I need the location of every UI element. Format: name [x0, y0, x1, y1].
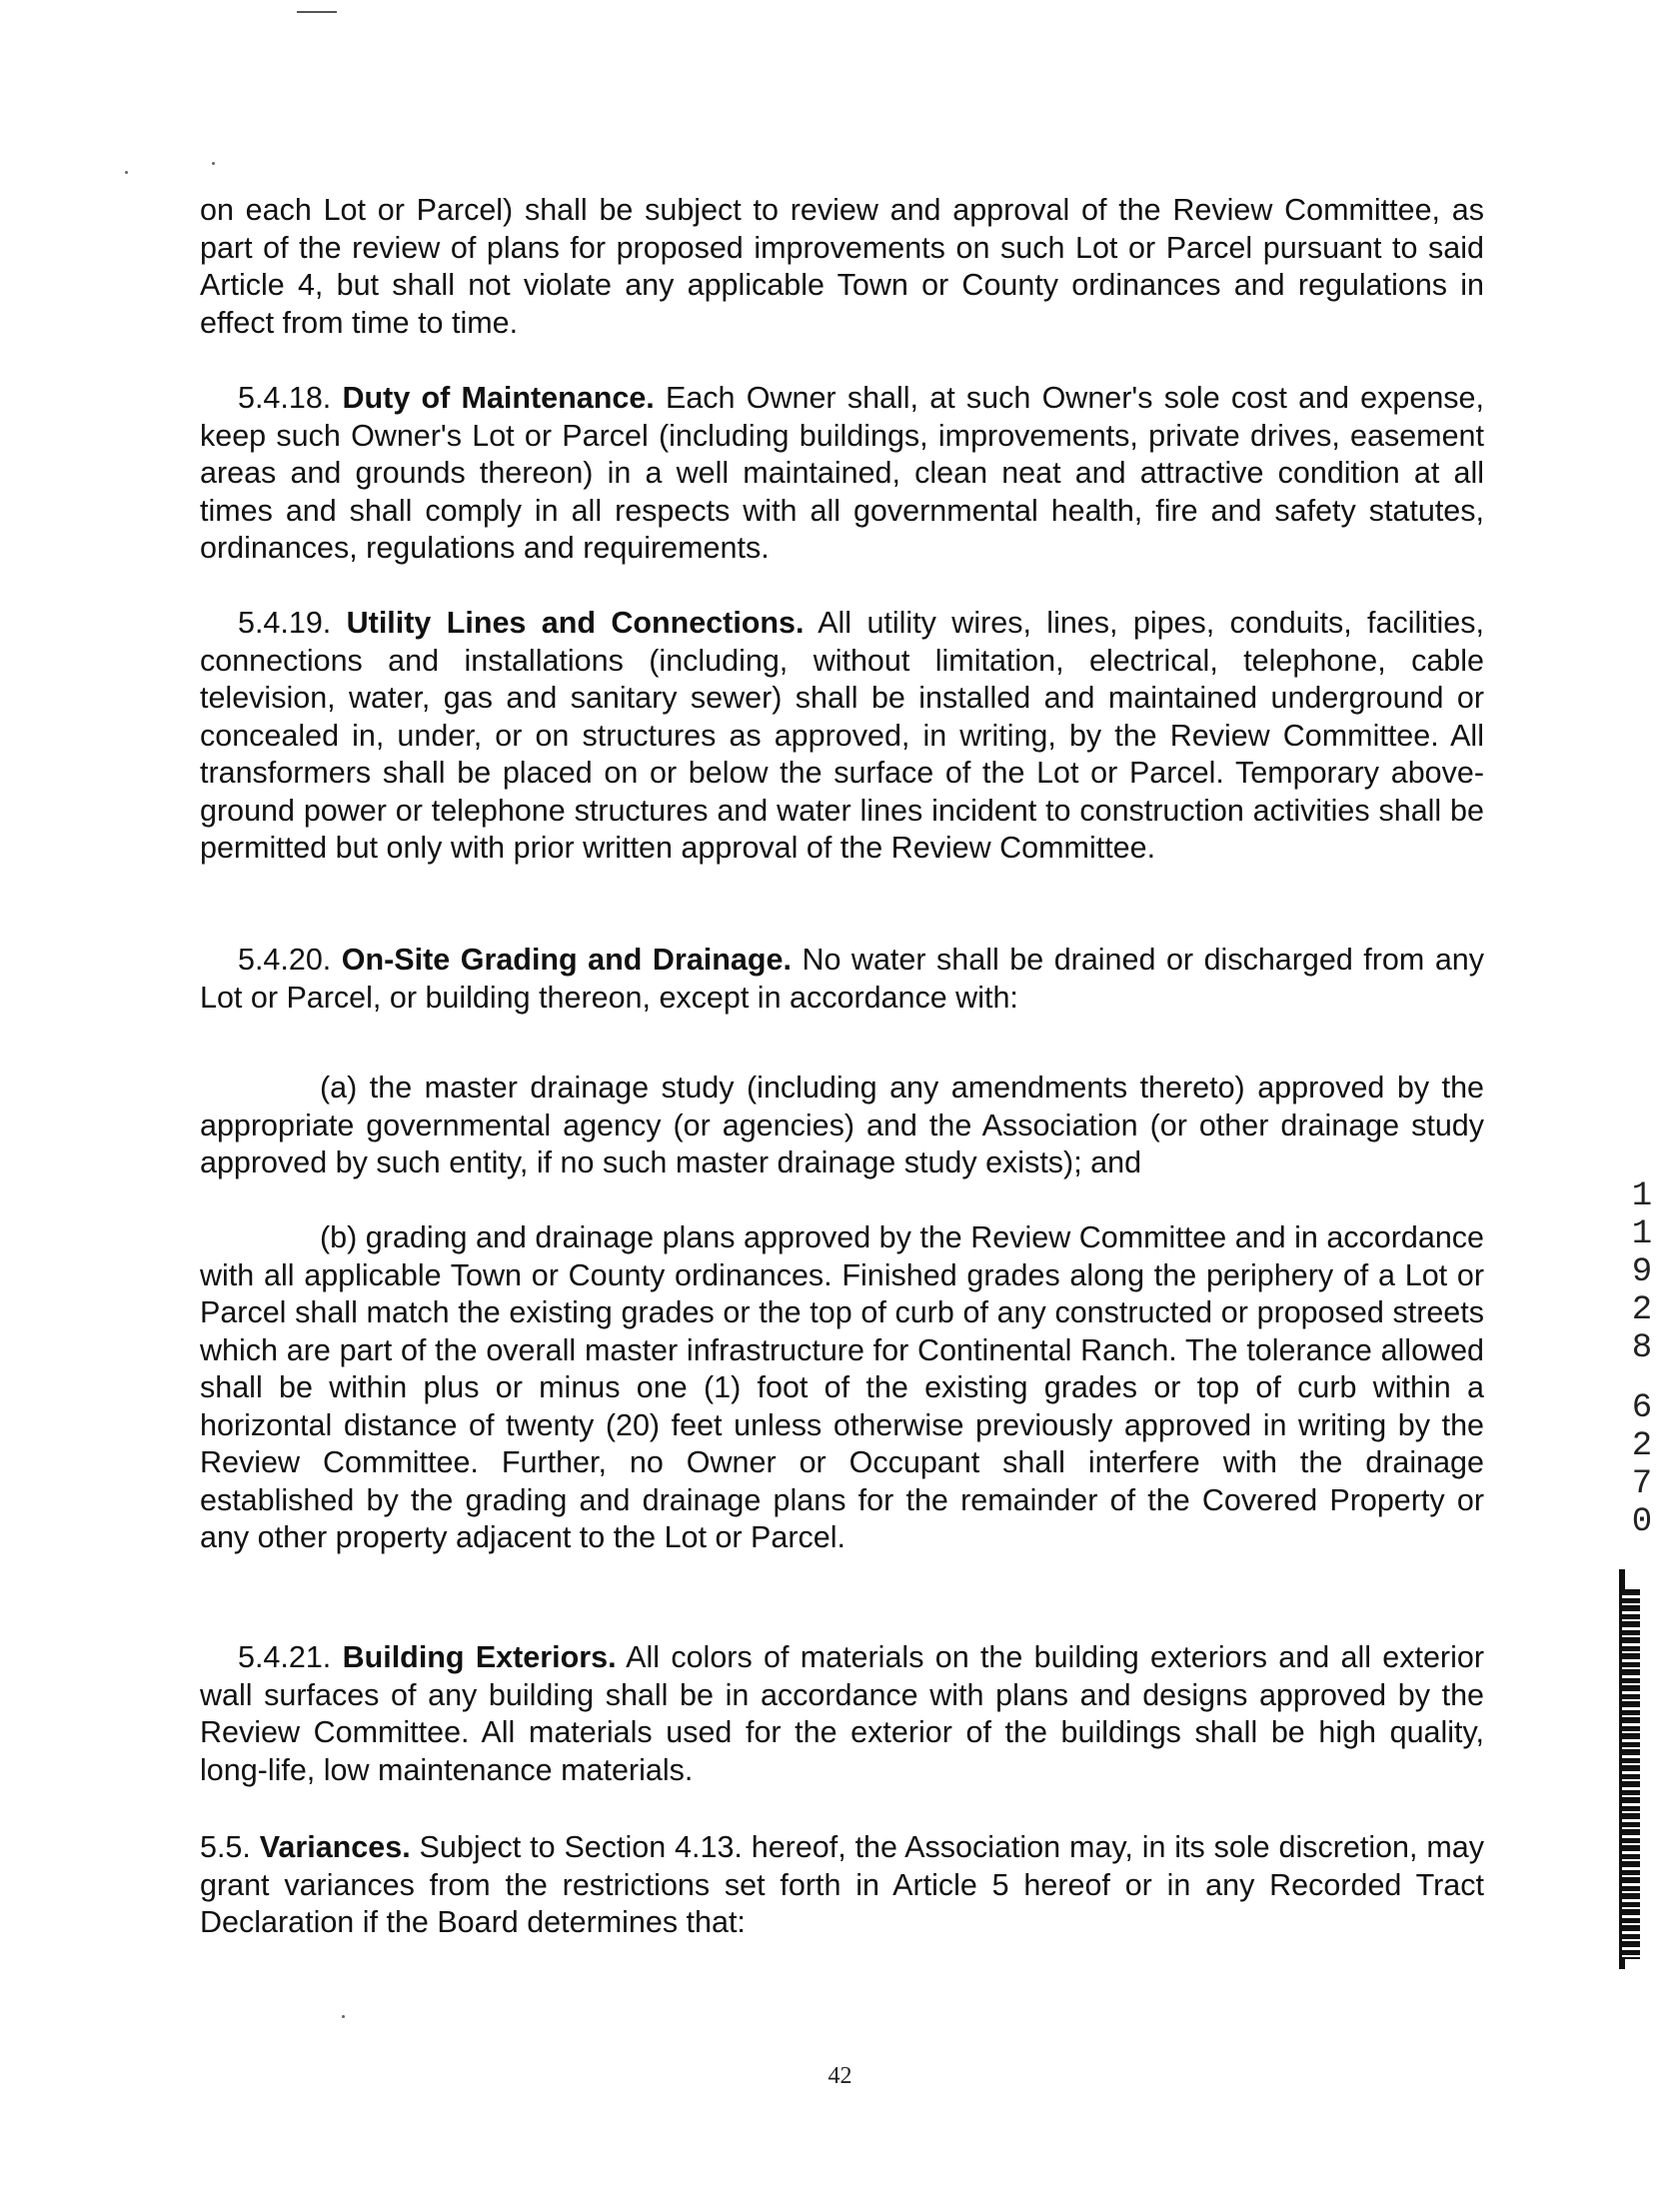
section-5-4-18 — [200, 380, 1484, 568]
section-heading: Variances. — [259, 1830, 411, 1864]
section-5-4-20 — [200, 942, 1484, 1017]
stamp-digit: 9 — [1631, 1253, 1653, 1291]
section-number: 5.5. — [200, 1830, 251, 1864]
section-text: Each Owner shall, at such Owner's sole cost and expense, keep such Owner's Lot or Parcel (including buildings, improvements, private drives, easement areas and grounds thereon) in a well maintained, clean neat and attractive condition at all times and shall comply in all respects with all governmental health, fire and safety statutes, ordinances, regulations and requirements. — [200, 381, 1484, 565]
section-number: 5.4.19. — [238, 606, 332, 640]
barcode-strip — [1622, 1589, 1640, 1959]
paragraph-text: (b) grading and drainage plans approved by the Review Committee and in accordance with all applicable Town or County ordinances. Finished grades along the periphery of a Lot or Parcel shall match the existing grades or the top of curb of any constructed or proposed streets which are part of the overall master infrastructure for Continental Ranch. The tolerance allowed shall be within plus or minus one (1) foot of the existing grades or top of curb within a horizontal distance of twenty (20) feet unless otherwise previously approved in writing by the Review Committee. Further, no Owner or Occupant shall interfere with the drainage established by the grading and drainage plans for the remainder of the Covered Property or any other property adjacent to the Lot or Parcel. — [200, 1220, 1484, 1554]
section-text: All utility wires, lines, pipes, conduits, facilities, connections and installations (including, without limitation, electrical, telephone, cable television, water, gas and sanitary sewer) shall be installed and maintained underground or concealed in, under, or on structures as approved, in writing, by the Review Committee. All transformers shall be placed on or below the surface of the Lot or Parcel. Temporary above-ground power or telephone structures and water lines incident to construction activities shall be permitted but only with prior written approval of the Review Committee. — [200, 606, 1484, 865]
stamp-digit: 7 — [1631, 1465, 1653, 1503]
paragraph-text: on each Lot or Parcel) shall be subject to review and approval of the Review Committee, as part of the review of plans for proposed improvements on such Lot or Parcel pursuant to said Article 4, but shall not violate any applicable Town or County ordinances and regulations in effect from time to time. — [200, 193, 1484, 340]
section-heading: On-Site Grading and Drainage. — [341, 943, 792, 977]
section-text: No water shall be drained or discharged from any Lot or Parcel, or building thereon, except in accordance with: — [200, 943, 1484, 1015]
section-heading: Utility Lines and Connections. — [346, 606, 805, 640]
subparagraph-a — [200, 1070, 1484, 1182]
section-text: Subject to Section 4.13. hereof, the Association may, in its sole discretion, may grant variances from the restrictions set forth in Article 5 hereof or in any Recorded Tract Declaration if the Board determines that: — [200, 1830, 1484, 1939]
scan-speck — [125, 171, 128, 174]
section-number: 5.4.18. — [238, 381, 332, 415]
section-heading: Duty of Maintenance. — [342, 381, 655, 415]
section-number: 5.4.20. — [238, 943, 332, 977]
section-5-4-21 — [200, 1639, 1484, 1789]
stamp-digit: 8 — [1631, 1329, 1653, 1367]
section-5-4-19 — [200, 605, 1484, 868]
section-heading: Building Exteriors. — [342, 1640, 617, 1674]
stamp-digit: 2 — [1631, 1291, 1653, 1329]
scan-mark — [297, 11, 337, 13]
paragraph-continuation — [200, 192, 1484, 342]
section-5-5 — [200, 1829, 1484, 1942]
scan-speck — [212, 162, 215, 165]
stamp-digit: 6 — [1631, 1389, 1653, 1427]
subparagraph-b — [200, 1219, 1484, 1557]
stamp-digit: 2 — [1631, 1427, 1653, 1465]
stamp-digit: 1 — [1631, 1215, 1653, 1253]
recording-stamp — [1627, 1177, 1657, 1541]
paragraph-text: (a) the master drainage study (including any amendments thereto) approved by the appropriate governmental agency (or agencies) and the Association (or other drainage study approved by such entity, if no such master drainage study exists); and — [200, 1071, 1484, 1179]
stamp-digit: 1 — [1631, 1177, 1653, 1215]
scan-speck — [342, 2015, 345, 2018]
page-number: 42 — [828, 2063, 852, 2089]
stamp-digit: 0 — [1631, 1503, 1653, 1541]
section-number: 5.4.21. — [238, 1640, 332, 1674]
section-text: All colors of materials on the building exteriors and all exterior wall surfaces of any building shall be in accordance with plans and designs approved by the Review Committee. All materials used for the exterior of the buildings shall be high quality, long-life, low maintenance materials. — [200, 1640, 1484, 1787]
